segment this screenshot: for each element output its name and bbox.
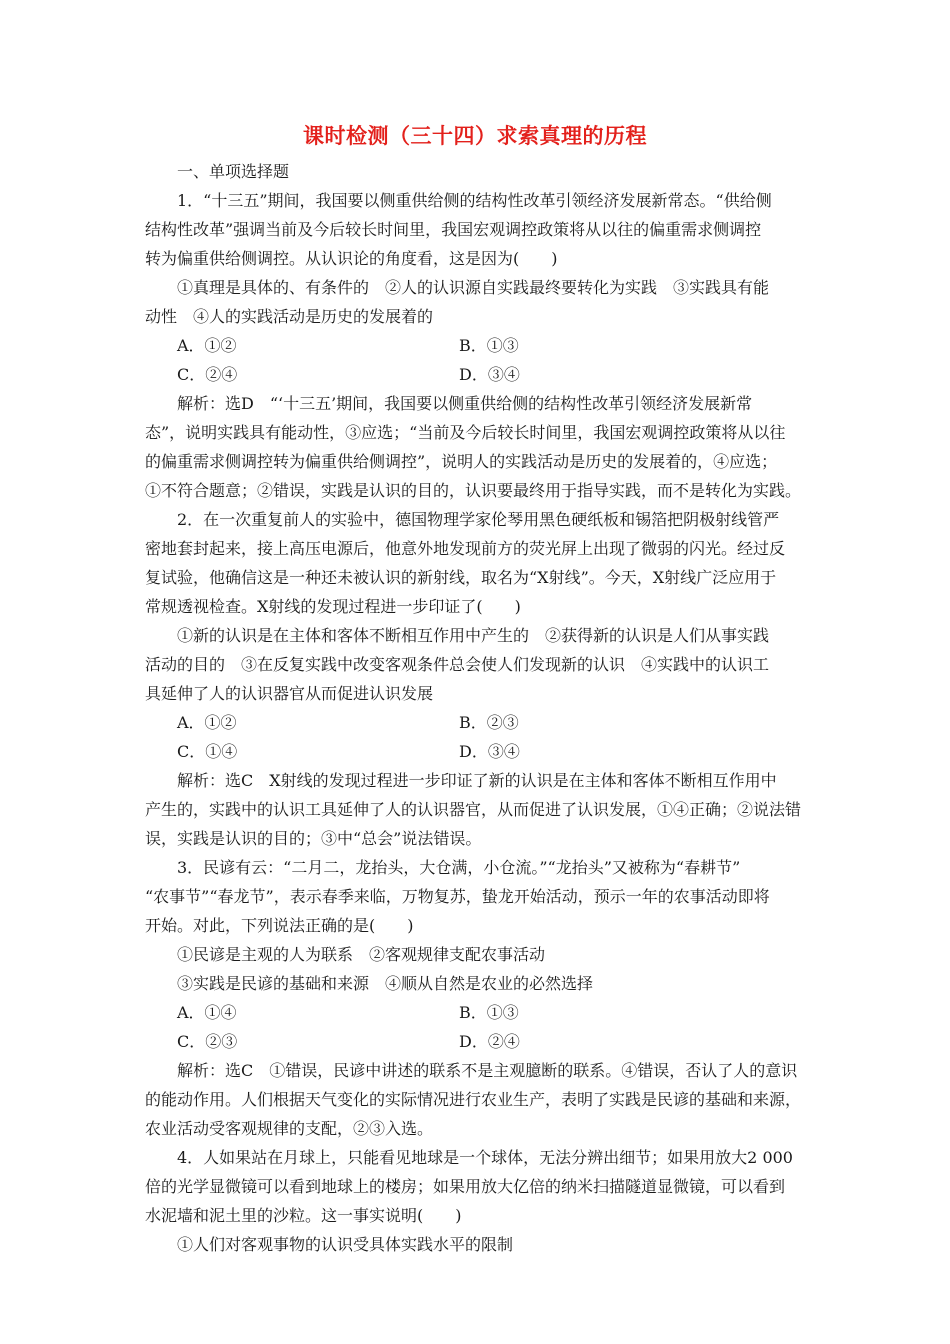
option-b: B．①③	[459, 1003, 519, 1022]
question-stem: 3．民谚有云：“二月二，龙抬头，大仓满，小仓流。”“龙抬头”又被称为“春耕节”	[177, 858, 741, 877]
question-stem: 开始。对此，下列说法正确的是( )	[145, 916, 414, 935]
question-stem: 1．“十三五”期间，我国要以侧重供给侧的结构性改革引领经济发展新常态。“供给侧	[177, 191, 772, 210]
options-row	[145, 331, 809, 360]
question-2	[145, 505, 809, 853]
question-stem: 4．人如果站在月球上，只能看见地球是一个球体，无法分辨出细节；如果用放大2 000	[177, 1148, 793, 1167]
statement-list: 活动的目的 ③在反复实践中改变客观条件总会使人们发现新的认识 ④实践中的认识工	[145, 655, 770, 674]
option-a: A．①②	[177, 713, 237, 732]
options-row	[145, 737, 809, 766]
option-d: D．③④	[459, 742, 520, 761]
option-c: C．②③	[177, 1032, 238, 1051]
statement-list: ①真理是具体的、有条件的 ②人的认识源自实践最终要转化为实践 ③实践具有能	[177, 278, 770, 297]
options-row	[145, 708, 809, 737]
question-stem: 倍的光学显微镜可以看到地球上的楼房；如果用放大亿倍的纳米扫描隧道显微镜，可以看到	[145, 1177, 786, 1196]
option-b: B．①③	[459, 336, 519, 355]
analysis-text: 产生的，实践中的认识工具延伸了人的认识器官，从而促进了认识发展，①④正确；②说法错	[145, 800, 802, 819]
option-b: B．②③	[459, 713, 519, 732]
statement-list: ③实践是民谚的基础和来源 ④顺从自然是农业的必然选择	[177, 974, 594, 993]
question-stem: 密地套封起来，接上高压电源后，他意外地发现前方的荧光屏上出现了微弱的闪光。经过反	[145, 539, 786, 558]
analysis-text: 农业活动受客观规律的支配，②③入选。	[145, 1119, 434, 1138]
options-row	[145, 1027, 809, 1056]
question-1	[145, 186, 809, 505]
analysis-text: 解析：选D “‘十三五’期间，我国要以侧重供给侧的结构性改革引领经济发展新常	[177, 394, 753, 413]
question-stem: 复试验，他确信这是一种还未被认识的新射线，取名为“X射线”。今天，X射线广泛应用于	[145, 568, 777, 587]
question-stem: 转为偏重供给侧调控。从认识论的角度看，这是因为( )	[145, 249, 558, 268]
document-body	[145, 157, 809, 1259]
option-c: C．①④	[177, 742, 238, 761]
option-a: A．①②	[177, 336, 237, 355]
option-a: A．①④	[177, 1003, 237, 1022]
analysis-text: ①不符合题意；②错误，实践是认识的目的，认识要最终用于指导实践，而不是转化为实践。	[145, 481, 802, 500]
options-row	[145, 998, 809, 1027]
question-stem: 结构性改革”强调当前及今后较长时间里，我国宏观调控政策将从以往的偏重需求侧调控	[145, 220, 762, 239]
analysis-text: 解析：选C X射线的发现过程进一步印证了新的认识是在主体和客体不断相互作用中	[177, 771, 777, 790]
statement-list: 具延伸了人的认识器官从而促进认识发展	[145, 684, 434, 703]
question-4	[145, 1143, 809, 1259]
option-c: C．②④	[177, 365, 238, 384]
options-row	[145, 360, 809, 389]
option-d: D．②④	[459, 1032, 520, 1051]
statement-list: ①民谚是主观的人为联系 ②客观规律支配农事活动	[177, 945, 546, 964]
question-stem: 2．在一次重复前人的实验中，德国物理学家伦琴用黑色硬纸板和锡箔把阴极射线管严	[177, 510, 780, 529]
question-3	[145, 853, 809, 1143]
analysis-text: 态”，说明实践具有能动性，③应选；“当前及今后较长时间里，我国宏观调控政策将从以往	[145, 423, 786, 442]
question-stem: “农事节”“春龙节”，表示春季来临，万物复苏，蛰龙开始活动，预示一年的农事活动即将	[145, 887, 770, 906]
option-d: D．③④	[459, 365, 520, 384]
question-stem: 常规透视检查。X射线的发现过程进一步印证了( )	[145, 597, 521, 616]
statement-list: ①人们对客观事物的认识受具体实践水平的限制	[177, 1235, 514, 1254]
analysis-text: 误，实践是认识的目的；③中“总会”说法错误。	[145, 829, 482, 848]
analysis-text: 的能动作用。人们根据天气变化的实际情况进行农业生产，表明了实践是民谚的基础和来源，	[145, 1090, 802, 1109]
analysis-text: 的偏重需求侧调控转为偏重供给侧调控”，说明人的实践活动是历史的发展着的，④应选；	[145, 452, 778, 471]
section-heading: 一、单项选择题	[177, 162, 290, 181]
question-stem: 水泥墙和泥土里的沙粒。这一事实说明( )	[145, 1206, 462, 1225]
statement-list: 动性 ④人的实践活动是历史的发展着的	[145, 307, 434, 326]
analysis-text: 解析：选C ①错误，民谚中讲述的联系不是主观臆断的联系。④错误，否认了人的意识	[177, 1061, 798, 1080]
page-title: 课时检测（三十四）求索真理的历程	[303, 123, 647, 148]
statement-list: ①新的认识是在主体和客体不断相互作用中产生的 ②获得新的认识是人们从事实践	[177, 626, 770, 645]
